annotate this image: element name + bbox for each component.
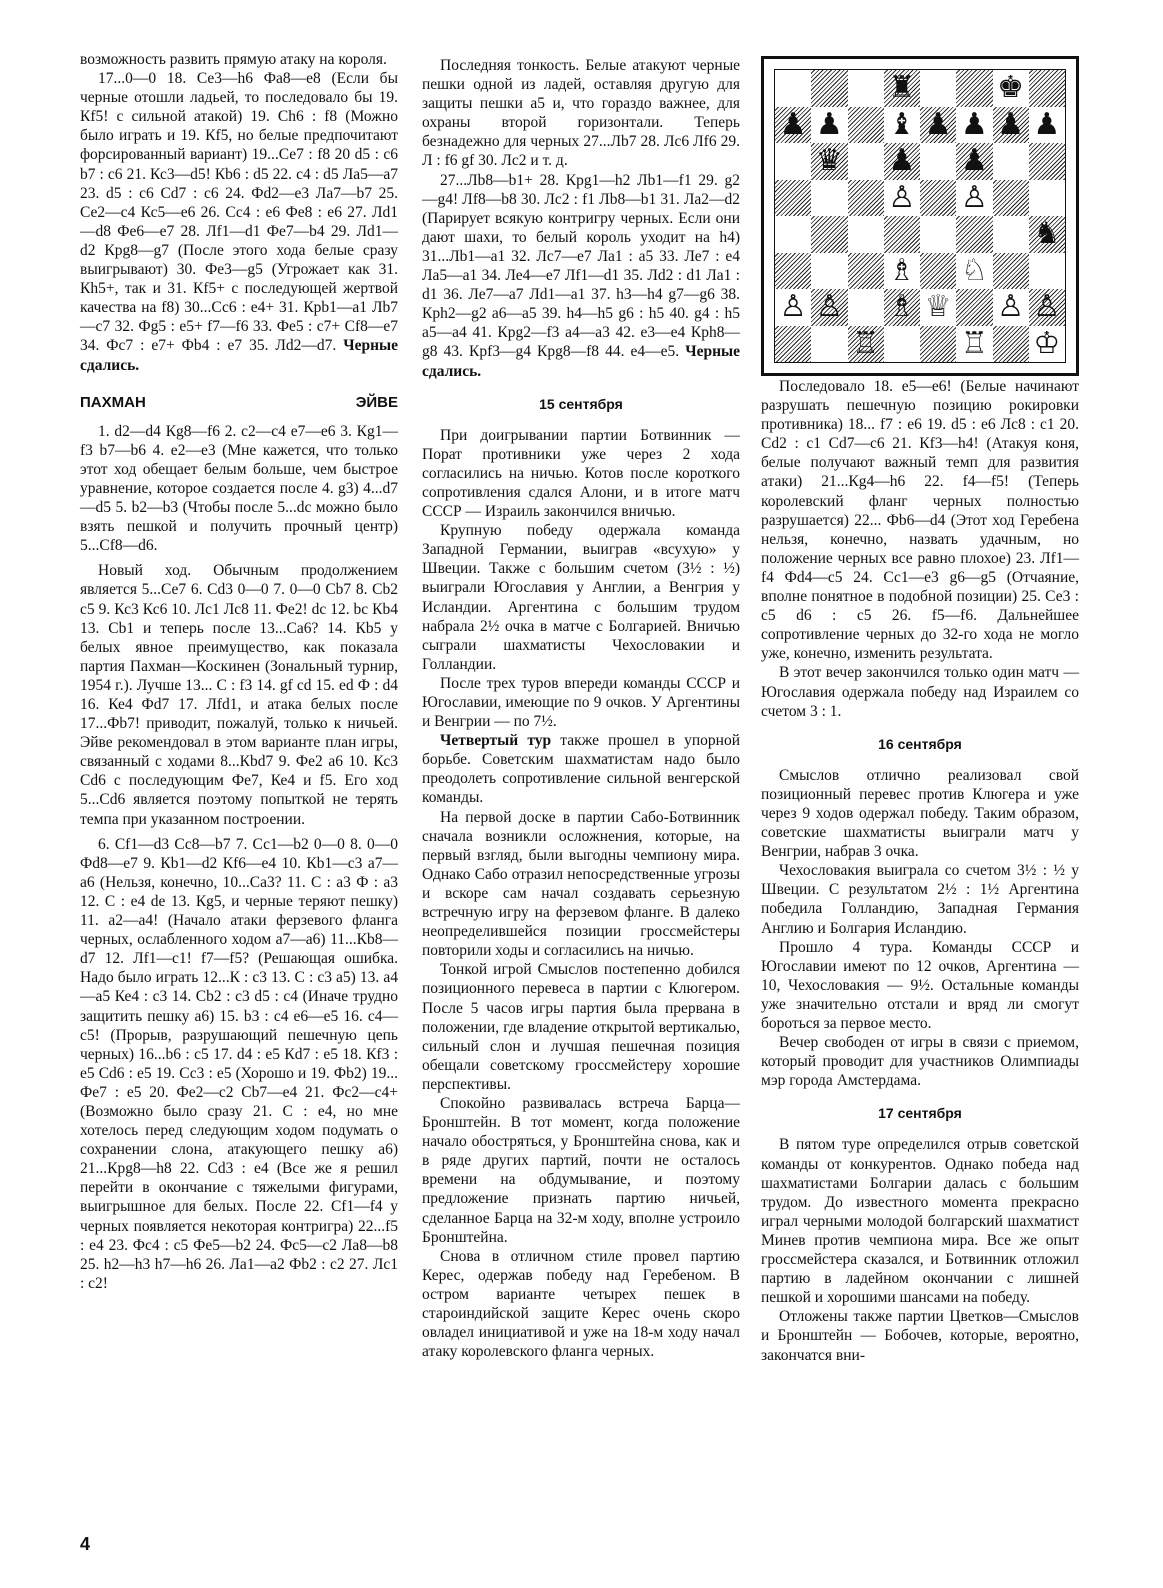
board-square: [1029, 289, 1065, 326]
board-square: [993, 180, 1029, 217]
paragraph: [80, 69, 398, 375]
board-square: [775, 180, 811, 217]
board-square: [956, 216, 992, 253]
board-square: [775, 289, 811, 326]
board-square: [884, 326, 920, 363]
board-square: [811, 180, 847, 217]
board-square: [1029, 326, 1065, 363]
board-square: [811, 326, 847, 363]
paragraph: 6. Сf1—d3 Сс8—b7 7. Сс1—b2 0—0 8. 0—0 Фd8—е7 9. Кb1—d2 Кf6—е4 10. Кb1—с3 а7—а6 (Нельзя, конечно, 10...Са3? 11. С : а3 Ф : а3 12. С : е4 dе 13. Кg5, и черные теряют пешку) 11. а2—а4! (Начало атаки ферзевого фланга черных, ослабленного ходом а7—а6) 11...Кb8—d7 12. Лf1—с1! f7—f5? (Решающая ошибка. Надо было играть 12...К : с3 13. С : с3 а5) 13. а4—а5 Ке4 : с3 14. Сb2 : с3 d5 : с4 (Иначе трудно защитить пешку а6) 15. b3 : с4 е6—е5 16. с4—с5! (Прорыв, разрушающий пешечную цепь черных) 16...b6 : с5 17. d4 : е5 Кd7 : е5 18. Кf3 : е5 Сd6 : е5 19. Сс3 : е5 (Хорошо и 19. Фb2) 19... Фе7 : е5 20. Фе2—с2 Сb7—е4 21. Фс2—с4+ (Возможно было сразу 21. С : е4, но мне хотелось перед следующим ходом подумать о сохранении слона, атакующего пешку а6) 21...Крg8—h8 22. Сd3 : е4 (Все же я решил перейти в окончание с тяжелыми фигурами, выигрышное для белых. После 22. Сf1—f4 у черных появляется некоторая контригра) 22...f5 : е4 23. Фс4 : с5 Фе5—b2 24. Фс5—с2 Ла8—b8 25. h2—h3 h7—h6 26. Ла1—а2 Фb2 : с2 27. Лс1 : с2!: [80, 835, 398, 1292]
paragraph: возможность развить прямую атаку на короля.: [80, 51, 387, 68]
board-square: [956, 143, 992, 180]
board-square: [1029, 180, 1065, 217]
chess-piece: ♞: [1033, 216, 1061, 252]
board-square: [775, 143, 811, 180]
chess-piece: ♗: [888, 252, 916, 288]
board-square: [993, 143, 1029, 180]
board-square: [884, 216, 920, 253]
result-text: Черные сдались.: [422, 343, 741, 380]
paragraph: Снова в отличном стиле провел партию Керес, одержав победу над Геребеном. В остром варианте четырех пешек в староиндийской защите Керес очень скоро овладел инициативой и уже на 18-м ходу начал атаку королевского фланга черных.: [422, 1247, 740, 1361]
chess-piece: ♟: [815, 106, 843, 142]
board-square: [848, 289, 884, 326]
column-2: [422, 56, 740, 1361]
board-square: [1029, 70, 1065, 107]
chess-piece: ♟: [1033, 106, 1061, 142]
game-header: [80, 393, 398, 412]
column-1: [80, 50, 398, 1293]
board-square: [848, 180, 884, 217]
board-square: [884, 70, 920, 107]
board-square: [848, 326, 884, 363]
chess-piece: ♚: [997, 70, 1025, 106]
board-square: [920, 253, 956, 290]
page-number: 4: [80, 1534, 91, 1554]
white-player: ПАХМАН: [80, 393, 146, 411]
black-player: ЭЙВЕ: [355, 393, 398, 411]
paragraph: Прошло 4 тура. Команды СССР и Югославии имеют по 12 очков, Аргентина — 10, Чехословакия — 9½. Остальные команды уже значительно отстали и вряд ли смогут бороться за первое место.: [761, 938, 1079, 1032]
board-square: [1029, 253, 1065, 290]
chess-piece: ♟: [997, 106, 1025, 142]
board-square: [811, 107, 847, 144]
board-square: [956, 326, 992, 363]
board-square: [1029, 216, 1065, 253]
paragraph: В этот вечер закончился только один матч — Югославия одержала победу над Израилем со счетом 3 : 1.: [761, 664, 1079, 720]
chess-piece: ♙: [960, 179, 988, 215]
chess-piece: ♕: [924, 289, 952, 325]
paragraph: После трех туров впереди команды СССР и Югославии, имеющие по 9 очков. У Аргентины и Венгрии — по 7½.: [422, 674, 740, 731]
board-square: [920, 326, 956, 363]
board-square: [1029, 143, 1065, 180]
paragraph: Новый ход. Обычным продолжением является 5...Се7 6. Сd3 0—0 7. 0—0 Сb7 8. Сb2 с5 9. Кс3 Кс6 10. Лс1 Лс8 11. Фе2! dс 12. bс Кb4 13. Сb1 и теперь после 13...Са6? 14. Кb5 у белых явное преимущество, как показала партия Пахман—Коскинен (Зональный турнир, 1954 г.). Лучше 13... С : f3 14. gf cd 15. еd Ф : d4 16. Ке4 Фd7 17. Лfd1, и атака белых после 17...Фb7! приводит, пожалуй, только к ничьей. Эйве рекомендовал в этом варианте план игры, связанный с ходами 8...Кbd7 9. Фе2 а6 10. Кс3 Сd6 с последующим Фе7, Ке4 и f5. Его ход 5...Сd6 является поэтому попыткой не терять темпа при указанном построении.: [80, 562, 398, 828]
chess-piece: ♖: [960, 325, 988, 361]
chess-diagram: [761, 56, 1079, 376]
board-square: [993, 107, 1029, 144]
board-square: [884, 107, 920, 144]
board-square: [811, 70, 847, 107]
board-square: [920, 216, 956, 253]
paragraph: Последняя тонкость. Белые атакуют черные пешки одной из ладей, оставляя другую для защиты пешки а5 и, что гораздо важнее, для охраны второй горизонтали. Теперь безнадежно для черных 27...Лb7 28. Лс6 Лf6 29. Л : f6 gf 30. Лс2 и т. д.: [422, 57, 740, 170]
chess-piece: ♙: [1033, 289, 1061, 325]
chess-piece: ♙: [779, 289, 807, 325]
board-square: [884, 180, 920, 217]
board-square: [811, 216, 847, 253]
board-square: [848, 143, 884, 180]
board-square: [956, 180, 992, 217]
board-square: [920, 180, 956, 217]
board-square: [884, 253, 920, 290]
paragraph: Отложены также партии Цветков—Смыслов и Бронштейн — Бобочев, которые, вероятно, закончатся вни-: [761, 1308, 1079, 1364]
board-square: [811, 253, 847, 290]
board-square: [993, 70, 1029, 107]
board-square: [920, 289, 956, 326]
board-square: [993, 216, 1029, 253]
date-heading: 16 сентября: [878, 735, 962, 752]
move-text: 17...0—0 18. Се3—h6 Фа8—е8 (Если бы черные отошли ладьей, то последовало бы 19. Кf5! с сильной атакой) 19. Сh6 : f8 (Можно было играть и 19. Кf5, но белые предпочитают форсированный вариант) 19...Се7 : f8 20 d5 : с6 b7 : с6 21. Кс3—d5! Кb6 : d5 22. с4 : d5 Ла5—а7 23. d5 : с6 Сd7 : с6 24. Фd2—е3 Ла7—b7 25. Се2—с4 Кс5—е6 26. Сс4 : е6 Фе8 : е6 27. Лd1—d8 Фе6—е7 28. Лf1—d1 Фе7—b4 29. Лd1—d2 Крg8—g7 (После этого хода белые сразу выигрывают) 30. Фе3—g5 (Угрожает как 31. Кh5+, так и 31. Кf5+ с последующей жертвой качества на f8) 30...Сс6 : е4+ 31. Крb1—а1 Лb7—с7 32. Фg5 : е5+ f7—f6 33. Фе5 : с7+ Сf8—е7 34. Фс7 : е7+ Фb4 : е7 35. Лd2—d7.: [80, 70, 398, 355]
paragraph: Чехословакия выиграла со счетом 3½ : ½ у Швеции. С результатом 2½ : 1½ Аргентина победила Голландию, Западная Германия Англию и Болгария Исландию.: [761, 862, 1079, 937]
chess-piece: ♙: [815, 289, 843, 325]
chess-piece: ♙: [997, 289, 1025, 325]
board-square: [956, 253, 992, 290]
board-square: [848, 216, 884, 253]
paragraph: В пятом туре определился отрыв советской команды от конкурентов. Однако победа над шахматистами Болгарии далась с большим трудом. До известного момента прекрасно играл черными молодой болгарский шахматист Минев против чемпиона мира. Все же опыт гроссмейстера сказался, и Ботвинник отложил партию в ладейном окончании с лишней пешкой и хорошими шансами на победу.: [761, 1136, 1079, 1307]
board-square: [848, 70, 884, 107]
board-square: [920, 143, 956, 180]
chess-piece: ♗: [888, 289, 916, 325]
board-square: [811, 289, 847, 326]
paragraph: Вечер свободен от игры в связи с приемом, который проводит для участников Олимпиады мэр города Амстердама.: [761, 1034, 1079, 1090]
paragraph: Крупную победу одержала команда Западной Германии, выиграв «всухую» у Швеции. Также с большим счетом (3½ : ½) выиграли Югославия у Англии, а Венгрия у Исландии. Аргентина с большим трудом набрала 2½ очка в матче с Болгарией. Вничью сыграли шахматисты Чехословакии и Голландии.: [422, 522, 740, 673]
chess-piece: ♟: [924, 106, 952, 142]
chess-piece: ♙: [888, 179, 916, 215]
chess-piece: ♜: [888, 70, 916, 106]
chess-piece: ♖: [852, 325, 880, 361]
chess-piece: ♟: [779, 106, 807, 142]
chess-piece: ♔: [1033, 325, 1061, 361]
board-square: [993, 253, 1029, 290]
board-square: [993, 289, 1029, 326]
paragraph: Тонкой игрой Смыслов постепенно добился позиционного перевеса в партии с Клюгером. После 5 часов игры партия была прервана в положении, где владение открытой вертикалью, сильный слон и лучшая пешечная позиция обещали советскому гроссмейстеру хорошие перспективы.: [422, 961, 740, 1093]
chess-piece: ♘: [960, 252, 988, 288]
move-text: 27...Лb8—b1+ 28. Крg1—h2 Лb1—f1 29. g2—g4! Лf8—b8 30. Лс2 : f1 Лb8—b1 31. Ла2—d2 (Парирует всякую контригру черных. Если они дают шахи, то белый король уходит на h4) 31...Лb1—а1 32. Лс7—е7 Ла1 : а5 33. Ле7 : е4 Ла5—а1 34. Ле4—е7 Лf1—d1 35. Лd2 : d1 Ла1 : d1 36. Ле7—а7 Лd1—а1 37. h3—h4 g7—g6 38. Крh2—g2 а6—а5 39. h4—h5 g6 : h5 40. g4 : h5 а5—а4 41. Крg2—f3 а4—а3 42. е3—е4 Крh8—g8 43. Крf3—g4 Крg8—f8 44. е4—е5.: [422, 171, 740, 361]
chess-piece: ♝: [888, 106, 916, 142]
board-square: [956, 107, 992, 144]
paragraph: [422, 171, 740, 381]
board-square: [775, 70, 811, 107]
chess-piece: ♟: [888, 143, 916, 179]
chess-board: [774, 69, 1066, 363]
paragraph: При доигрывании партии Ботвинник — Порат противники уже через 2 хода согласились на ничью. Котов после короткого сопротивления сдался Алони, и в итоге матч СССР — Израиль закончился вничью.: [422, 426, 740, 521]
board-square: [848, 107, 884, 144]
paragraph: [422, 731, 740, 807]
board-square: [1029, 107, 1065, 144]
board-square: [775, 216, 811, 253]
bold-lead: Четвертый тур: [440, 732, 552, 750]
paragraph: На первой доске в партии Сабо-Ботвинник сначала возникли осложнения, которые, на первый взгляд, были выгодны чемпиону мира. Однако Сабо отразил непосредственные угрозы и вскоре сам начал создавать серьезную встречную игру на ферзевом фланге. В далеко неопределившейся позиции гроссмейстеры повторили ходы и согласились на ничью.: [422, 808, 740, 960]
date-heading: 15 сентября: [539, 395, 623, 412]
paragraph: Спокойно развивалась встреча Барца—Бронштейн. В тот момент, когда положение начало обостряться, у Бронштейна снова, как и в ряде других партий, почти не осталось времени на обдумывание, и поэтому предложение признать партию ничьей, сделанное Барца на 32-м ходу, вполне устроило Бронштейна.: [422, 1094, 740, 1246]
chess-piece: ♟: [960, 106, 988, 142]
paragraph-text: также прошел в упорной борьбе. Советским шахматистам надо было преодолеть сопротивление сильной венгерской команды.: [422, 732, 740, 807]
date-heading: 17 сентября: [878, 1105, 962, 1122]
chess-piece: ♛: [815, 143, 843, 179]
board-square: [775, 253, 811, 290]
board-square: [920, 70, 956, 107]
board-square: [884, 289, 920, 326]
board-square: [956, 289, 992, 326]
board-square: [775, 107, 811, 144]
result-text: Черные сдались.: [80, 337, 399, 374]
chess-piece: ♟: [960, 143, 988, 179]
board-square: [993, 326, 1029, 363]
board-square: [775, 326, 811, 363]
column-3: [761, 377, 1079, 1365]
paragraph: 1. d2—d4 Кg8—f6 2. с2—с4 е7—е6 3. Кg1—f3 b7—b6 4. е2—е3 (Мне кажется, что только этот ход обещает белым больше, чем быстрое уравнение, которое создается после 4. g3) 4...d7—d5 5. b2—b3 (Чтобы после 5...dc можно было взять пешкой и получить прочный центр) 5...Сf8—d6.: [80, 422, 398, 555]
board-square: [848, 253, 884, 290]
paragraph: Последовало 18. е5—е6! (Белые начинают разрушать пешечную позицию рокировки противника) 18... f7 : е6 19. d5 : е6 Лс8 : с1 20. Сd2 : с1 Сd7—с6 21. Кf3—h4! (Атакуя коня, белые получают важный темп для развития атаки) 21...Кg4—h6 22. f4—f5! (Теперь королевский фланг черных полностью разрушается) 22... Фb6—d4 (Этот ход Геребена нельзя, конечно, назвать удачным, но положение черных все равно плохое) 23. Лf1—f4 Фd4—с5 24. Сс1—е3 g6—g5 (Отчаяние, вполне понятное в подобной позиции) 25. Се3 : с5 d6 : с5 26. f5—f6. Дальнейшее сопротивление черных до 32-го хода не могло уже, конечно, изменить результата.: [761, 378, 1079, 663]
board-square: [956, 70, 992, 107]
board-square: [920, 107, 956, 144]
paragraph: Смыслов отлично реализовал свой позиционный перевес против Клюгера и уже через 9 ходов одержал победу. Таким образом, советские шахматисты выиграли матч у Венгрии, набрав 3 очка.: [761, 766, 1079, 861]
board-square: [884, 143, 920, 180]
board-square: [811, 143, 847, 180]
